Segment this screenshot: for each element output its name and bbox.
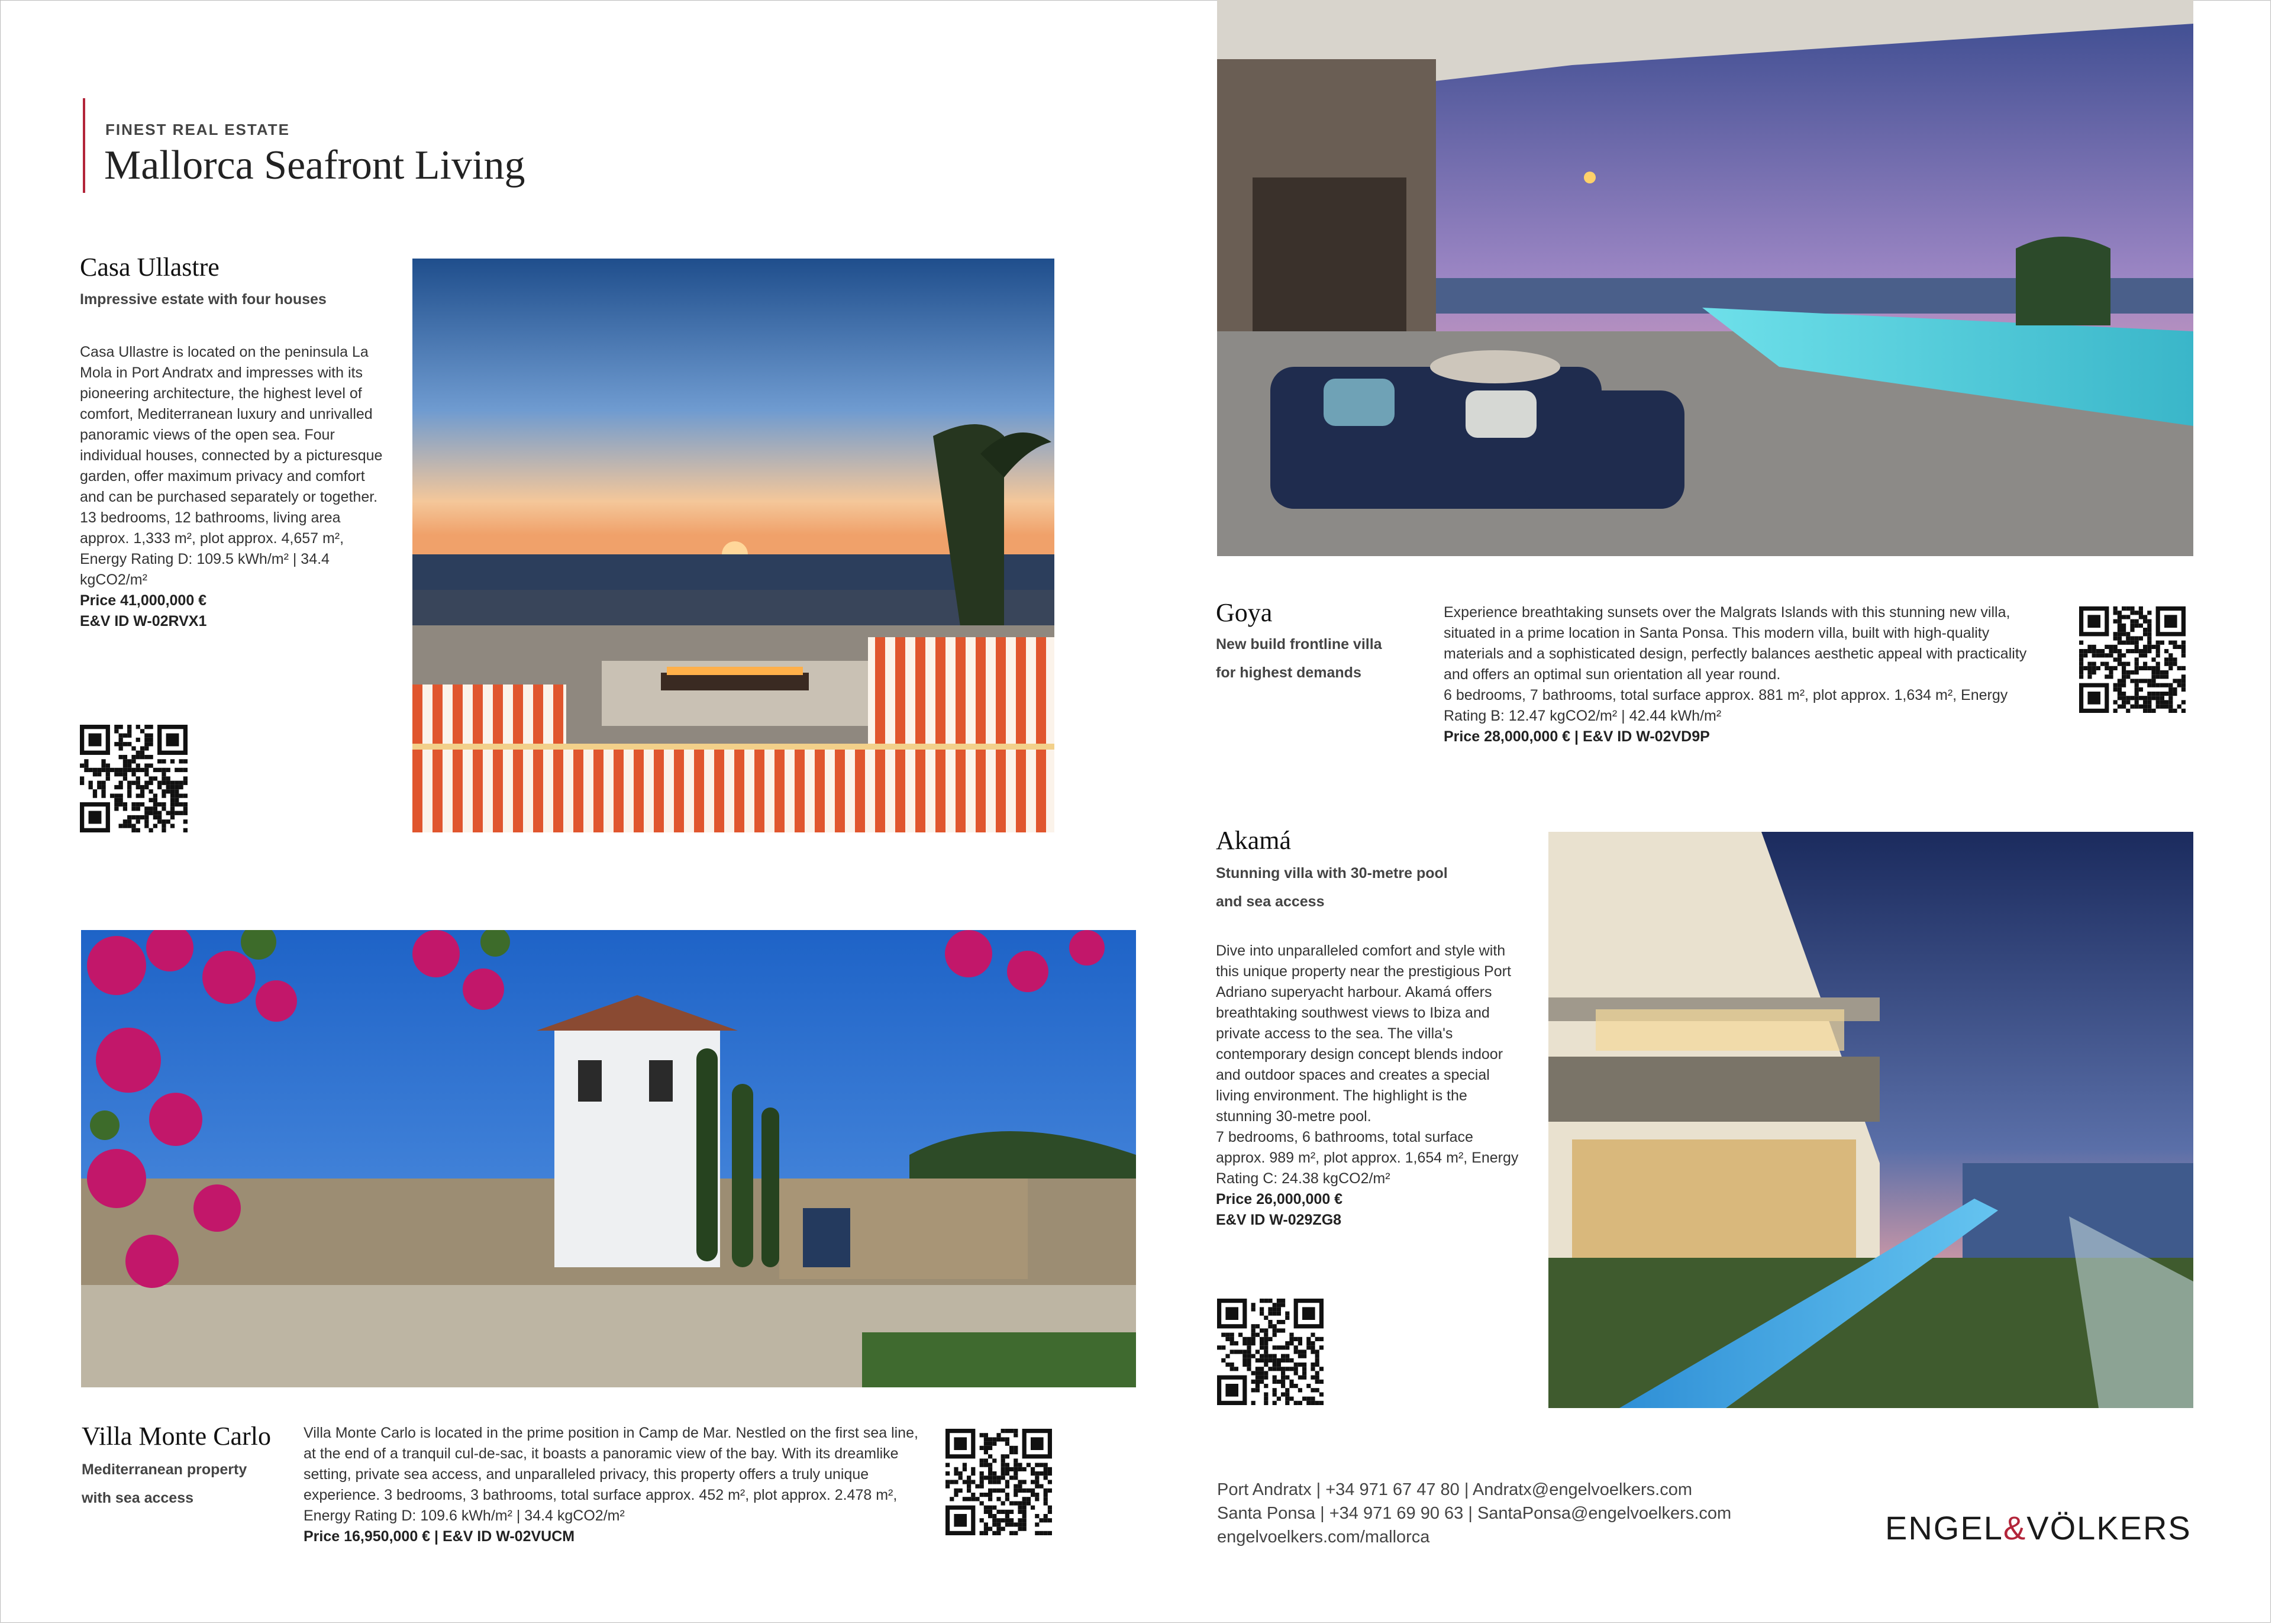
akama-details: 7 bedrooms, 6 bathrooms, total surface approx. 989 m², plot approx. 1,654 m², Energy Rating C: 24.38 kgCO2/m²: [1216, 1129, 1519, 1187]
casa-ullastre-id: E&V ID W-02RVX1: [80, 613, 207, 629]
akama-price: Price 26,000,000 €: [1216, 1191, 1343, 1207]
akama-subtitle-line-2: and sea access: [1216, 893, 1325, 910]
villa-monte-carlo-subtitle-line-2: with sea access: [82, 1490, 194, 1506]
akama-photo: [1548, 832, 2193, 1408]
goya-subtitle-line-2: for highest demands: [1216, 664, 1361, 681]
kicker: FINEST REAL ESTATE: [105, 121, 290, 138]
goya-subtitle-line-1: New build frontline villa: [1216, 636, 1382, 653]
casa-ullastre-text: [80, 342, 388, 632]
casa-ullastre-photo: [412, 259, 1054, 832]
akama-qr-code[interactable]: [1217, 1299, 1324, 1405]
casa-ullastre-description: Casa Ullastre is located on the peninsula La Mola in Port Andratx and impresses with its pioneering architecture, the highest level of comfort, Mediterranean luxury and unrivalled panoramic views of the open sea. Four individual houses, connected by a picturesque garden, offer maximum privacy and comfort and can be purchased separately or together.: [80, 344, 383, 505]
goya-details: 6 bedrooms, 7 bathrooms, total surface approx. 881 m², plot approx. 1,634 m², Energy Rating B: 12.47 kgCO2/m² | 42.44 kWh/m²: [1444, 687, 2008, 724]
goya-text: [1444, 602, 2041, 747]
website-link[interactable]: engelvoelkers.com/mallorca: [1217, 1528, 1430, 1546]
villa-monte-carlo-text: [304, 1423, 925, 1547]
contact-santa-ponsa[interactable]: Santa Ponsa | +34 971 69 90 63 | SantaPonsa@engelvoelkers.com: [1217, 1504, 1732, 1523]
page-title: Mallorca Seafront Living: [104, 143, 525, 188]
goya-photo: [1217, 0, 2193, 556]
goya-qr-code[interactable]: [2079, 606, 2186, 713]
footer-contact: [1217, 1478, 1731, 1549]
goya-title: Goya: [1216, 598, 1273, 627]
goya-description: Experience breathtaking sunsets over the Malgrats Islands with this stunning new villa, situated in a prime location in Santa Ponsa. This modern villa, built with high-quality materials and a sophisticated design, perfectly balances aesthetic appeal with practicality and offers an optimal sun orientation all year round.: [1444, 604, 2027, 683]
villa-monte-carlo-price-id: Price 16,950,000 € | E&V ID W-02VUCM: [304, 1528, 575, 1545]
villa-monte-carlo-description: Villa Monte Carlo is located in the prime position in Camp de Mar. Nestled on the first sea line, at the end of a tranquil cul-de-sac, it boasts a panoramic view of the bay. With its dreamlike setting, private sea access, and unparalleled privacy, this property offers a truly unique experience. 3 bedrooms, 3 bathrooms, total surface approx. 452 m², plot approx. 2.478 m², Energy Rating D: 109.6 kWh/m² | 34.4 kgCO2/m²: [304, 1425, 918, 1524]
contact-port-andratx[interactable]: Port Andratx | +34 971 67 47 80 | Andratx@engelvoelkers.com: [1217, 1480, 1693, 1499]
engel-voelkers-logo: [1885, 1509, 2192, 1547]
akama-subtitle-line-1: Stunning villa with 30-metre pool: [1216, 865, 1448, 882]
casa-ullastre-title: Casa Ullastre: [80, 253, 220, 282]
casa-ullastre-details: 13 bedrooms, 12 bathrooms, living area approx. 1,333 m², plot approx. 4,657 m², Energy Rating D: 109.5 kWh/m² | 34.4 kgCO2/m²: [80, 509, 344, 588]
accent-bar: [83, 98, 85, 193]
logo-left: ENGEL: [1885, 1509, 2003, 1546]
akama-id: E&V ID W-029ZG8: [1216, 1212, 1342, 1228]
villa-monte-carlo-qr-code[interactable]: [945, 1429, 1052, 1535]
villa-monte-carlo-title: Villa Monte Carlo: [82, 1422, 271, 1451]
logo-right: VÖLKERS: [2026, 1509, 2192, 1546]
villa-monte-carlo-photo: [81, 930, 1136, 1387]
akama-title: Akamá: [1216, 826, 1292, 855]
akama-description: Dive into unparalleled comfort and style with this unique property near the prestigious Port Adriano superyacht harbour. Akamá offers breathtaking southwest views to Ibiza and private access to the sea. The villa's contemporary design concept blends indoor and outdoor spaces and creates a special living environment. The highlight is the stunning 30-metre pool.: [1216, 942, 1511, 1125]
logo-ampersand: &: [2003, 1509, 2027, 1546]
casa-ullastre-subtitle: Impressive estate with four houses: [80, 291, 327, 308]
casa-ullastre-price: Price 41,000,000 €: [80, 592, 207, 609]
goya-price-id: Price 28,000,000 € | E&V ID W-02VD9P: [1444, 728, 1710, 745]
villa-monte-carlo-subtitle-line-1: Mediterranean property: [82, 1461, 247, 1478]
casa-ullastre-qr-code[interactable]: [80, 725, 188, 832]
akama-text: [1216, 941, 1524, 1231]
